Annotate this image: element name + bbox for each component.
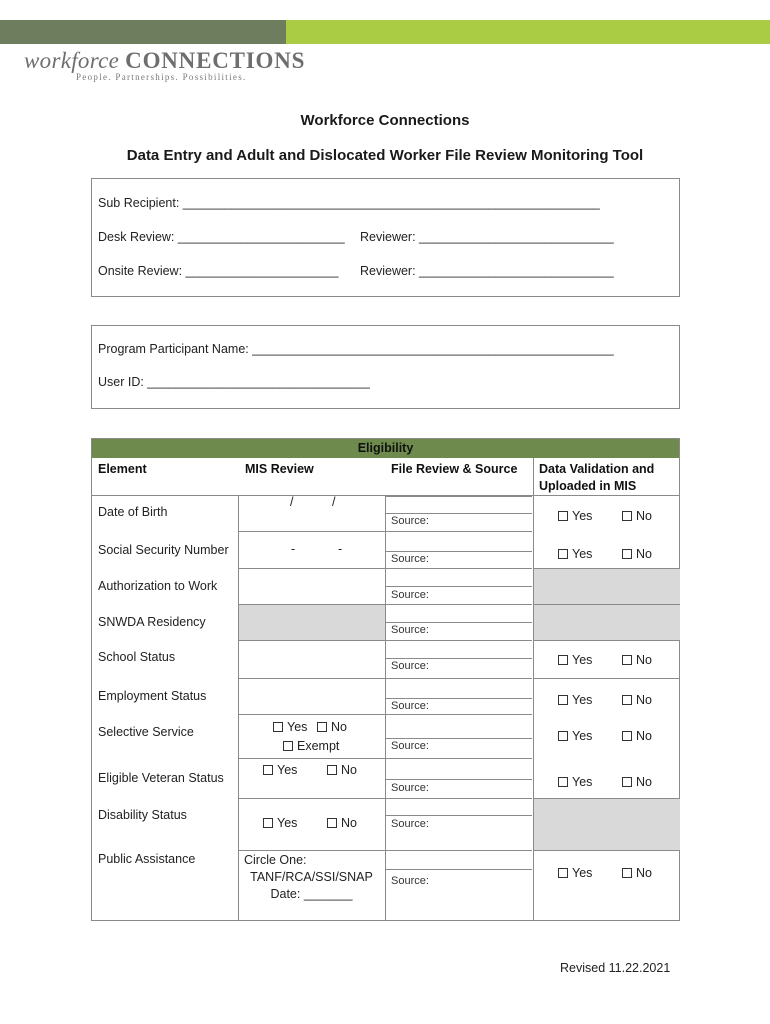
- logo-word-connections: CONNECTIONS: [125, 48, 306, 73]
- checkbox-icon: [327, 765, 337, 775]
- file-line: [386, 758, 532, 759]
- onsite-reviewer-field[interactable]: Reviewer: ____________________________: [360, 264, 614, 278]
- file-line: [386, 604, 532, 605]
- validation-no[interactable]: [622, 775, 652, 789]
- file-line: [386, 698, 532, 699]
- option-label: Exempt: [297, 739, 340, 753]
- checkbox-icon: [622, 731, 632, 741]
- gray-cell: [238, 604, 385, 640]
- dob-slash: /: [290, 495, 294, 509]
- column-header-data-validation: Data Validation and: [539, 462, 655, 476]
- mis-divider: [238, 798, 385, 799]
- eligibility-heading: Eligibility: [357, 441, 414, 455]
- column-divider: [533, 458, 534, 921]
- mis-divider: [238, 604, 385, 605]
- top-banner: [0, 20, 770, 44]
- validation-yes[interactable]: [558, 775, 592, 789]
- column-header-uploaded-mis: Uploaded in MIS: [539, 479, 637, 493]
- desk-reviewer-field[interactable]: Reviewer: ____________________________: [360, 230, 614, 244]
- row-divider: [533, 604, 680, 605]
- checkbox-icon: [263, 765, 273, 775]
- checkbox-icon: [558, 511, 568, 521]
- file-line: [386, 513, 532, 514]
- validation-yes[interactable]: [558, 547, 592, 561]
- participant-name-field[interactable]: Program Participant Name: ____________________________________________________: [98, 342, 614, 356]
- checkbox-icon: [622, 777, 632, 787]
- file-line: [386, 714, 532, 715]
- disability-mis-yes[interactable]: [263, 816, 297, 830]
- source-label: Source:: [391, 700, 429, 712]
- validation-yes[interactable]: [558, 729, 592, 743]
- file-line: [386, 568, 532, 569]
- option-label: No: [636, 693, 652, 707]
- option-label: No: [636, 866, 652, 880]
- validation-yes[interactable]: [558, 509, 592, 523]
- disability-mis-no[interactable]: [327, 816, 357, 830]
- source-label: Source:: [391, 782, 429, 794]
- source-label: Source:: [391, 660, 429, 672]
- file-line: [386, 798, 532, 799]
- checkbox-icon: [273, 722, 283, 732]
- checkbox-icon: [622, 655, 632, 665]
- onsite-review-field[interactable]: Onsite Review: ______________________: [98, 264, 339, 278]
- mis-divider: [238, 714, 385, 715]
- veteran-mis-yes[interactable]: [263, 763, 297, 777]
- file-line: [386, 658, 532, 659]
- mis-divider: [238, 758, 385, 759]
- source-label: Source:: [391, 589, 429, 601]
- file-line: [386, 622, 532, 623]
- checkbox-icon: [558, 655, 568, 665]
- column-header-file-review: File Review & Source: [391, 462, 518, 476]
- option-label: Yes: [572, 775, 593, 789]
- option-label: No: [341, 763, 357, 777]
- revision-date: Revised 11.22.2021: [560, 961, 671, 975]
- review-info-box: [91, 178, 680, 297]
- logo-tagline: People. Partnerships. Possibilities.: [76, 72, 247, 82]
- checkbox-icon: [327, 818, 337, 828]
- column-header-element: Element: [98, 462, 147, 476]
- mis-right-border: [385, 495, 386, 921]
- option-label: No: [636, 509, 652, 523]
- option-label: Yes: [572, 653, 593, 667]
- option-label: No: [331, 720, 347, 734]
- row-label-residency: SNWDA Residency: [98, 615, 206, 629]
- row-label-veteran-status: Eligible Veteran Status: [98, 771, 224, 785]
- ssn-dash: -: [291, 542, 296, 556]
- checkbox-icon: [558, 777, 568, 787]
- checkbox-icon: [622, 868, 632, 878]
- file-line: [386, 640, 532, 641]
- option-label: Yes: [572, 866, 593, 880]
- checkbox-icon: [622, 511, 632, 521]
- validation-yes[interactable]: [558, 693, 592, 707]
- validation-yes[interactable]: [558, 866, 592, 880]
- option-label: Yes: [277, 763, 298, 777]
- banner-dark-segment: [0, 20, 286, 44]
- checkbox-icon: [263, 818, 273, 828]
- row-divider: [533, 798, 680, 799]
- checkbox-icon: [283, 741, 293, 751]
- row-label-authorization: Authorization to Work: [98, 579, 218, 593]
- circle-one-label: Circle One:: [244, 853, 307, 867]
- option-label: Yes: [572, 547, 593, 561]
- checkbox-icon: [558, 868, 568, 878]
- user-id-field[interactable]: User ID: ________________________________: [98, 375, 370, 389]
- participant-box: [91, 325, 680, 409]
- option-label: Yes: [287, 720, 308, 734]
- veteran-mis-no[interactable]: [327, 763, 357, 777]
- mis-divider: [238, 678, 385, 679]
- gray-cell: [533, 568, 680, 604]
- row-label-public-assistance: Public Assistance: [98, 852, 196, 866]
- checkbox-icon: [558, 695, 568, 705]
- file-line: [386, 850, 532, 851]
- document-title: Workforce Connections: [300, 112, 470, 129]
- option-label: No: [341, 816, 357, 830]
- row-label-date-of-birth: Date of Birth: [98, 505, 168, 519]
- eligibility-table: [91, 438, 680, 921]
- file-line: [386, 496, 532, 497]
- checkbox-icon: [622, 549, 632, 559]
- row-divider: [533, 850, 680, 851]
- validation-no[interactable]: [622, 547, 652, 561]
- mis-divider: [238, 640, 385, 641]
- file-line: [386, 869, 532, 870]
- source-label: Source:: [391, 875, 429, 887]
- option-label: Yes: [572, 693, 593, 707]
- desk-review-field[interactable]: Desk Review: ________________________: [98, 230, 345, 244]
- file-line: [386, 586, 532, 587]
- option-label: No: [636, 729, 652, 743]
- option-label: No: [636, 653, 652, 667]
- option-label: Yes: [572, 509, 593, 523]
- option-label: Yes: [277, 816, 298, 830]
- mis-divider: [238, 850, 385, 851]
- source-label: Source:: [391, 740, 429, 752]
- checkbox-icon: [317, 722, 327, 732]
- option-label: No: [636, 547, 652, 561]
- file-line: [386, 779, 532, 780]
- validation-no[interactable]: [622, 509, 652, 523]
- selective-yes-option[interactable]: [273, 720, 307, 734]
- sub-recipient-field[interactable]: Sub Recipient: ____________________________________________________________: [98, 196, 600, 210]
- validation-no[interactable]: [622, 866, 652, 880]
- row-label-employment-status: Employment Status: [98, 689, 207, 703]
- file-line: [386, 815, 532, 816]
- public-assistance-mis: [238, 852, 385, 903]
- gray-cell: [533, 798, 680, 850]
- assistance-types: TANF/RCA/SSI/SNAP: [250, 870, 373, 884]
- option-label: Yes: [572, 729, 593, 743]
- source-label: Source:: [391, 624, 429, 636]
- assistance-date-field[interactable]: Date: _______: [270, 887, 353, 901]
- row-divider: [533, 678, 680, 679]
- file-line: [386, 738, 532, 739]
- selective-exempt-option[interactable]: [283, 739, 339, 753]
- banner-light-segment: [286, 20, 770, 44]
- checkbox-icon: [558, 549, 568, 559]
- row-label-ssn: Social Security Number: [98, 543, 229, 557]
- row-divider: [533, 640, 680, 641]
- file-line: [386, 531, 532, 532]
- dob-slash: /: [332, 495, 336, 509]
- validation-no[interactable]: [622, 729, 652, 743]
- row-divider: [533, 568, 680, 569]
- ssn-dash: -: [338, 542, 343, 556]
- source-label: Source:: [391, 553, 429, 565]
- document-subtitle: Data Entry and Adult and Dislocated Worker File Review Monitoring Tool: [126, 147, 644, 164]
- workforce-connections-logo: [24, 48, 306, 84]
- selective-no-option[interactable]: [317, 720, 347, 734]
- row-label-school-status: School Status: [98, 650, 176, 664]
- source-label: Source:: [391, 818, 429, 830]
- gray-cell: [533, 604, 680, 640]
- column-header-mis-review: MIS Review: [245, 462, 314, 476]
- validation-yes[interactable]: [558, 653, 592, 667]
- mis-divider: [238, 568, 385, 569]
- checkbox-icon: [622, 695, 632, 705]
- mis-divider: [238, 531, 385, 532]
- row-label-selective-service: Selective Service: [98, 725, 194, 739]
- row-label-disability-status: Disability Status: [98, 808, 187, 822]
- checkbox-icon: [558, 731, 568, 741]
- validation-no[interactable]: [622, 693, 652, 707]
- source-label: Source:: [391, 515, 429, 527]
- option-label: No: [636, 775, 652, 789]
- file-line: [386, 551, 532, 552]
- logo-word-workforce: workforce: [24, 48, 120, 73]
- validation-no[interactable]: [622, 653, 652, 667]
- file-line: [386, 678, 532, 679]
